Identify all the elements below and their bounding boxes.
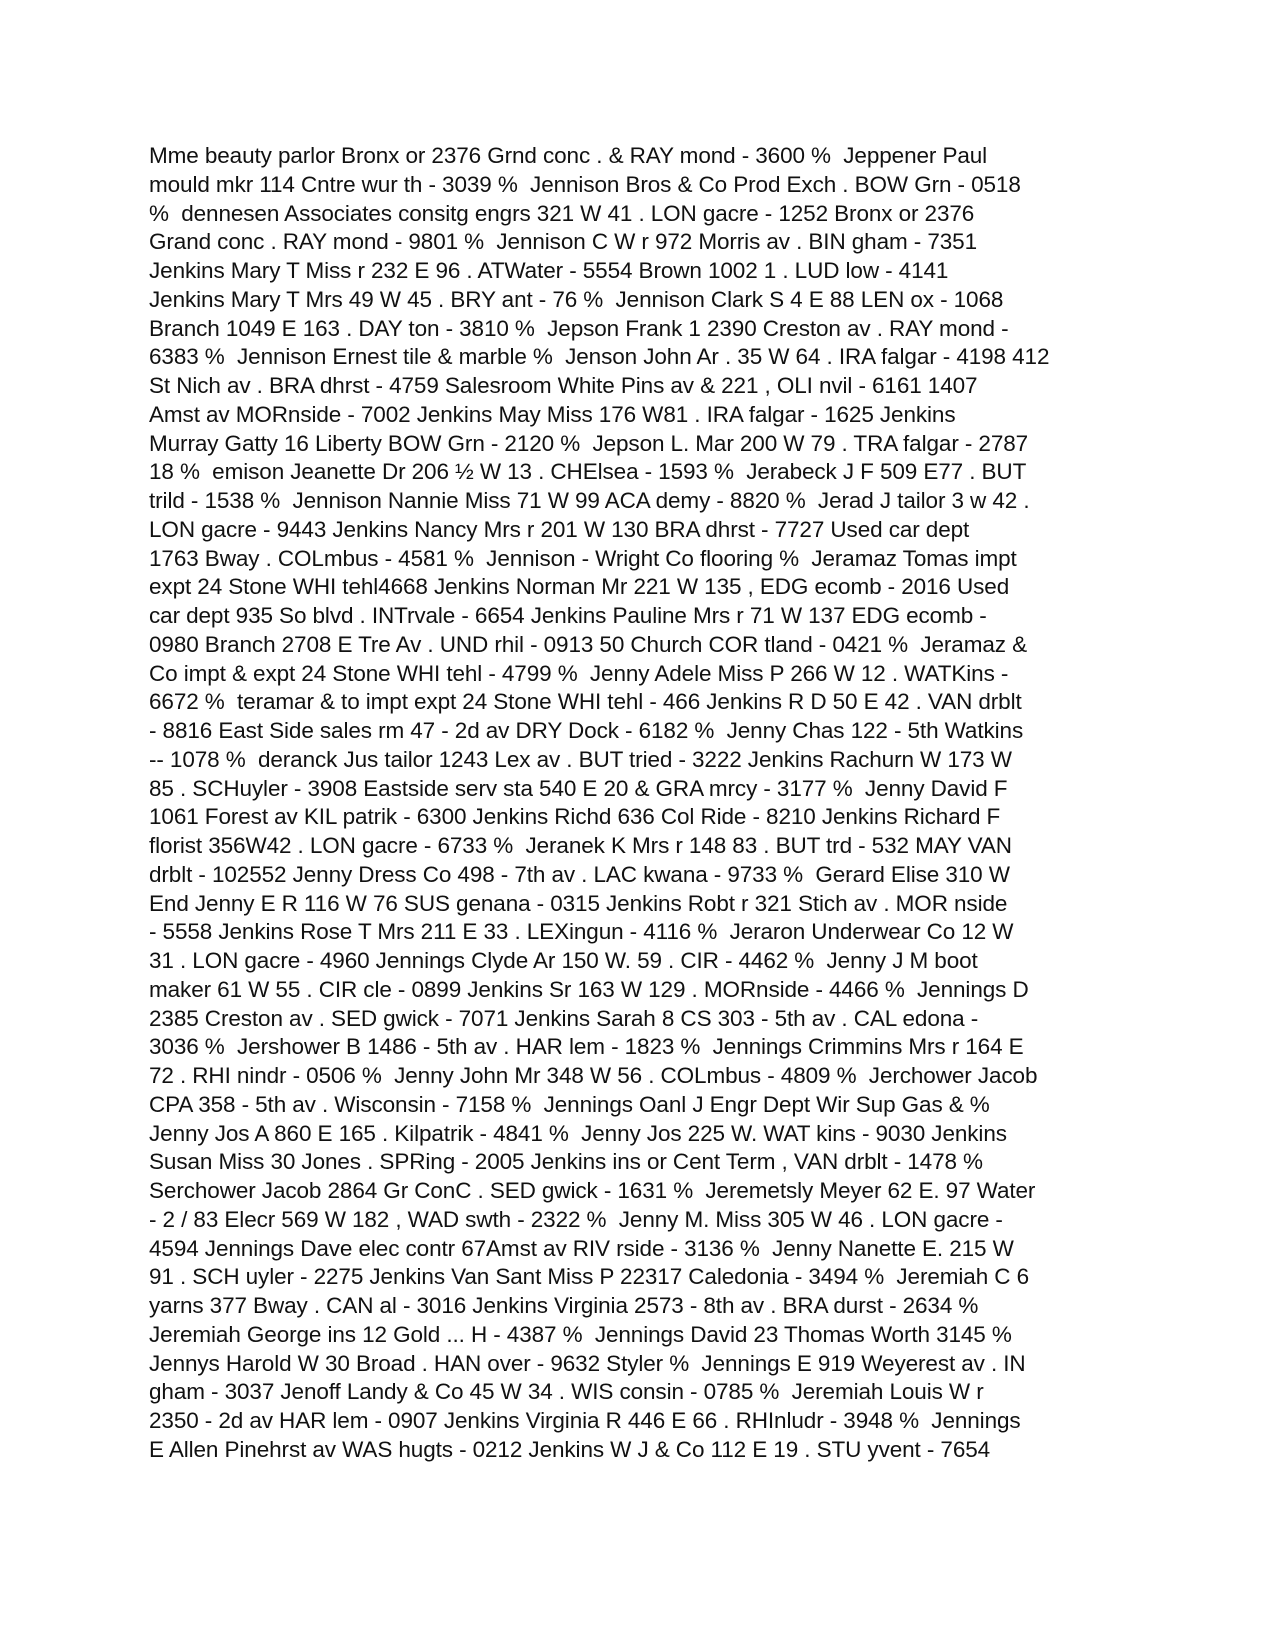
text-line: expt 24 Stone WHI tehl4668 Jenkins Norman Mr 221 W 135 , EDG ecomb - 2016 Used [149,574,1010,600]
text-line: CPA 358 - 5th av . Wisconsin - 7158 % Jennings Oanl J Engr Dept Wir Sup Gas & % [149,1091,990,1117]
text-line: 4594 Jennings Dave elec contr 67Amst av RIV rside - 3136 % Jenny Nanette E. 215 W [149,1235,1014,1261]
text-line: Mme beauty parlor Bronx or 2376 Grnd conc . & RAY mond - 3600 % Jeppener Paul [149,143,988,168]
text-line: 0980 Branch 2708 E Tre Av . UND rhil - 0913 50 Church COR tland - 0421 % Jeramaz & [149,631,1027,657]
text-line: yarns 377 Bway . CAN al - 3016 Jenkins Virginia 2573 - 8th av . BRA durst - 2634 % [149,1293,979,1318]
text-line: 18 % emison Jeanette Dr 206 ½ W 13 . CHElsea - 1593 % Jerabeck J F 509 E77 . BUT [149,459,1027,485]
text-line: 1763 Bway . COLmbus - 4581 % Jennison - Wright Co flooring % Jeramaz Tomas impt [149,545,1017,571]
directory-text-block [149,142,1159,1465]
text-line: 91 . SCH uyler - 2275 Jenkins Van Sant Miss P 22317 Caledonia - 3494 % Jeremiah C 6 [149,1264,1029,1290]
text-line: 72 . RHI nindr - 0506 % Jenny John Mr 348 W 56 . COLmbus - 4809 % Jerchower Jacob [149,1063,1038,1088]
text-line: 6383 % Jennison Ernest tile & marble % Jenson John Ar . 35 W 64 . IRA falgar - 4198 412 [149,344,1050,370]
text-line: 2350 - 2d av HAR lem - 0907 Jenkins Virginia R 446 E 66 . RHInludr - 3948 % Jennings [149,1408,1021,1433]
text-line: 6672 % teramar & to impt expt 24 Stone WHI tehl - 466 Jenkins R D 50 E 42 . VAN drblt [149,689,1022,715]
text-line: 3036 % Jershower B 1486 - 5th av . HAR lem - 1823 % Jennings Crimmins Mrs r 164 E [149,1034,1024,1060]
text-line: Branch 1049 E 163 . DAY ton - 3810 % Jepson Frank 1 2390 Creston av . RAY mond - [149,315,1009,341]
text-line: St Nich av . BRA dhrst - 4759 Salesroom White Pins av & 221 , OLI nvil - 6161 1407 [149,373,978,398]
text-line: % dennesen Associates consitg engrs 321 W 41 . LON gacre - 1252 Bronx or 2376 [149,200,975,226]
text-line: LON gacre - 9443 Jenkins Nancy Mrs r 201 W 130 BRA dhrst - 7727 Used car dept [149,516,970,542]
text-line: 85 . SCHuyler - 3908 Eastside serv sta 540 E 20 & GRA mrcy - 3177 % Jenny David F [149,775,1008,801]
text-line: Susan Miss 30 Jones . SPRing - 2005 Jenkins ins or Cent Term , VAN drblt - 1478 % [149,1149,983,1175]
text-line: E Allen Pinehrst av WAS hugts - 0212 Jenkins W J & Co 112 E 19 . STU yvent - 7654 [149,1436,991,1462]
text-line: gham - 3037 Jenoff Landy & Co 45 W 34 . WIS consin - 0785 % Jeremiah Louis W r [149,1379,984,1405]
text-line: drblt - 102552 Jenny Dress Co 498 - 7th av . LAC kwana - 9733 % Gerard Elise 310 W [149,861,1010,887]
text-line: - 8816 East Side sales rm 47 - 2d av DRY Dock - 6182 % Jenny Chas 122 - 5th Watkins [149,718,1024,743]
text-line: Jeremiah George ins 12 Gold ... H - 4387 % Jennings David 23 Thomas Worth 3145 % [149,1321,1012,1347]
text-line: - 5558 Jenkins Rose T Mrs 211 E 33 . LEXingun - 4116 % Jeraron Underwear Co 12 W [149,919,1014,945]
text-line: Jennys Harold W 30 Broad . HAN over - 9632 Styler % Jennings E 919 Weyerest av . IN [149,1350,1026,1376]
text-line: Amst av MORnside - 7002 Jenkins May Miss 176 W81 . IRA falgar - 1625 Jenkins [149,401,956,427]
text-line: car dept 935 So blvd . INTrvale - 6654 Jenkins Pauline Mrs r 71 W 137 EDG ecomb - [149,603,987,628]
text-line: Murray Gatty 16 Liberty BOW Grn - 2120 % Jepson L. Mar 200 W 79 . TRA falgar - 2787 [149,430,1029,456]
text-line: trild - 1538 % Jennison Nannie Miss 71 W 99 ACA demy - 8820 % Jerad J tailor 3 w 42 . [149,488,1030,513]
text-line: 1061 Forest av KIL patrik - 6300 Jenkins Richd 636 Col Ride - 8210 Jenkins Richard F [149,804,1001,830]
text-line: Jenny Jos A 860 E 165 . Kilpatrik - 4841 % Jenny Jos 225 W. WAT kins - 9030 Jenkins [149,1120,1007,1146]
text-line: Co impt & expt 24 Stone WHI tehl - 4799 % Jenny Adele Miss P 266 W 12 . WATKins - [149,660,1009,686]
text-line: - 2 / 83 Elecr 569 W 182 , WAD swth - 2322 % Jenny M. Miss 305 W 46 . LON gacre - [149,1206,1003,1232]
text-line: End Jenny E R 116 W 76 SUS genana - 0315 Jenkins Robt r 321 Stich av . MOR nside [149,890,1008,916]
text-line: florist 356W42 . LON gacre - 6733 % Jeranek K Mrs r 148 83 . BUT trd - 532 MAY VAN [149,833,1012,858]
text-line: mould mkr 114 Cntre wur th - 3039 % Jennison Bros & Co Prod Exch . BOW Grn - 0518 [149,171,1021,197]
text-line: 2385 Creston av . SED gwick - 7071 Jenkins Sarah 8 CS 303 - 5th av . CAL edona - [149,1005,979,1031]
text-line: Serchower Jacob 2864 Gr ConC . SED gwick - 1631 % Jeremetsly Meyer 62 E. 97 Water [149,1178,1036,1203]
text-line: Jenkins Mary T Mrs 49 W 45 . BRY ant - 76 % Jennison Clark S 4 E 88 LEN ox - 1068 [149,286,1004,312]
text-line: 31 . LON gacre - 4960 Jennings Clyde Ar 150 W. 59 . CIR - 4462 % Jenny J M boot [149,948,978,973]
text-line: maker 61 W 55 . CIR cle - 0899 Jenkins Sr 163 W 129 . MORnside - 4466 % Jennings D [149,976,1029,1002]
text-line: Jenkins Mary T Miss r 232 E 96 . ATWater - 5554 Brown 1002 1 . LUD low - 4141 [149,258,949,283]
text-line: Grand conc . RAY mond - 9801 % Jennison C W r 972 Morris av . BIN gham - 7351 [149,229,977,255]
text-line: -- 1078 % deranck Jus tailor 1243 Lex av . BUT tried - 3222 Jenkins Rachurn W 173 W [149,746,1012,772]
